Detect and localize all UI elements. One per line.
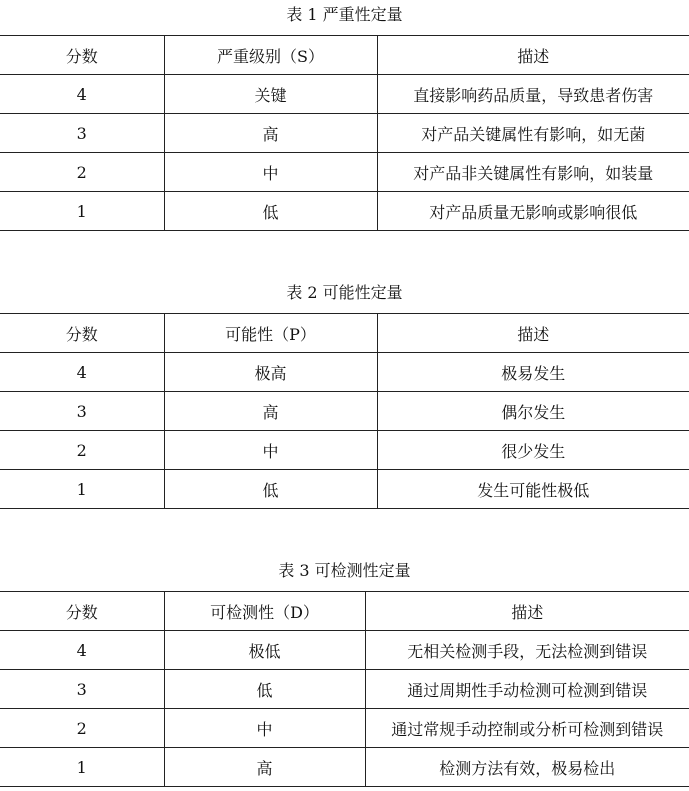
table-row [0, 392, 689, 431]
cell-score: 4 [76, 84, 87, 104]
table-row [0, 470, 689, 509]
cell-score: 2 [76, 162, 87, 182]
cell-level: 高 [164, 392, 377, 431]
severity-table [0, 35, 689, 231]
table-row [0, 631, 689, 670]
cell-description: 通过周期性手动检测可检测到错误 [365, 670, 689, 709]
cell-description: 极易发生 [377, 353, 689, 392]
cell-score: 2 [76, 440, 87, 460]
cell-description: 对产品非关键属性有影响，如装量 [377, 153, 689, 192]
cell-level: 低 [164, 192, 377, 231]
table-row [0, 192, 689, 231]
cell-score: 4 [76, 640, 87, 660]
table-header-row [0, 592, 689, 631]
table-3-caption: 表 3 可检测性定量 [278, 561, 411, 580]
cell-description: 无相关检测手段，无法检测到错误 [365, 631, 689, 670]
table-row [0, 114, 689, 153]
table-row [0, 353, 689, 392]
table-row [0, 75, 689, 114]
cell-description: 对产品关键属性有影响，如无菌 [377, 114, 689, 153]
cell-description: 对产品质量无影响或影响很低 [377, 192, 689, 231]
cell-score: 2 [76, 718, 87, 738]
cell-description: 检测方法有效，极易检出 [365, 748, 689, 787]
header-score: 分数 [65, 602, 98, 622]
cell-score: 1 [76, 201, 87, 221]
cell-score: 3 [76, 401, 87, 421]
cell-description: 通过常规手动控制或分析可检测到错误 [365, 709, 689, 748]
probability-table [0, 313, 689, 509]
cell-level: 极高 [164, 353, 377, 392]
cell-description: 发生可能性极低 [377, 470, 689, 509]
cell-score: 1 [76, 479, 87, 499]
header-description: 描述 [365, 592, 689, 631]
cell-description: 偶尔发生 [377, 392, 689, 431]
cell-score: 4 [76, 362, 87, 382]
cell-score: 1 [76, 757, 87, 777]
table-row [0, 748, 689, 787]
cell-description: 很少发生 [377, 431, 689, 470]
cell-level: 关键 [164, 75, 377, 114]
header-score: 分数 [65, 324, 98, 344]
table-row [0, 431, 689, 470]
header-description: 描述 [377, 36, 689, 75]
header-severity: 严重级别（S） [164, 36, 377, 75]
cell-description: 直接影响药品质量，导致患者伤害 [377, 75, 689, 114]
cell-level: 高 [164, 748, 365, 787]
header-score: 分数 [65, 46, 98, 66]
cell-level: 中 [164, 709, 365, 748]
cell-level: 中 [164, 431, 377, 470]
detectability-table [0, 591, 689, 787]
cell-level: 低 [164, 470, 377, 509]
header-probability: 可能性（P） [164, 314, 377, 353]
table-1-caption: 表 1 严重性定量 [286, 5, 403, 24]
table-row [0, 709, 689, 748]
cell-level: 高 [164, 114, 377, 153]
cell-score: 3 [76, 679, 87, 699]
cell-level: 极低 [164, 631, 365, 670]
table-header-row [0, 314, 689, 353]
header-detectability: 可检测性（D） [164, 592, 365, 631]
header-description: 描述 [377, 314, 689, 353]
table-2-caption: 表 2 可能性定量 [286, 283, 403, 302]
table-row [0, 670, 689, 709]
cell-score: 3 [76, 123, 87, 143]
table-header-row [0, 36, 689, 75]
table-row [0, 153, 689, 192]
cell-level: 低 [164, 670, 365, 709]
cell-level: 中 [164, 153, 377, 192]
